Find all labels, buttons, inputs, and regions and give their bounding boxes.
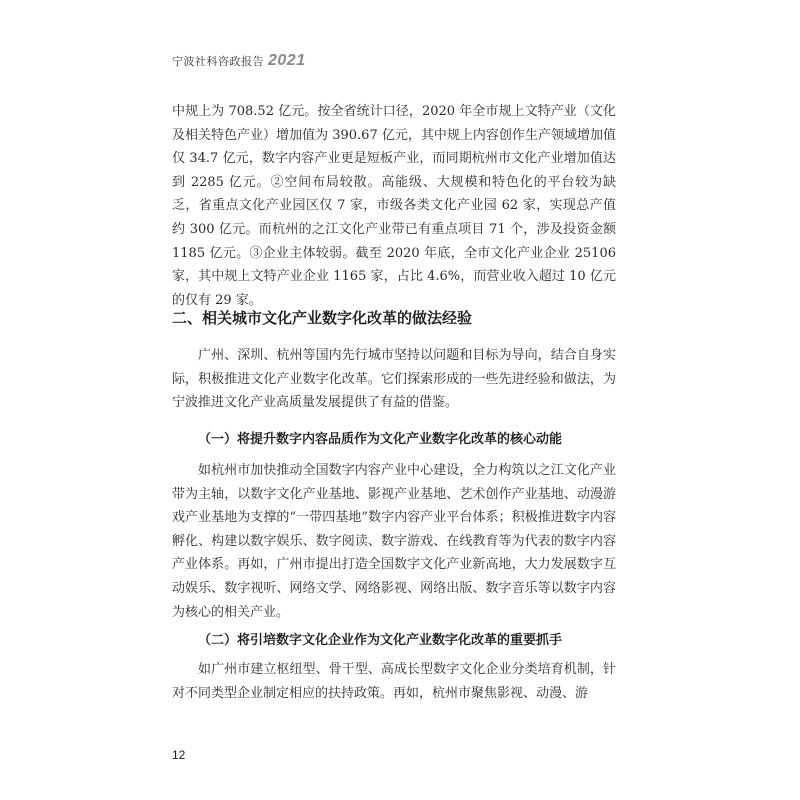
body-paragraph-2: 广州、深圳、杭州等国内先行城市坚持以问题和目标为导向，结合自身实际，积极推进文化产业数字化改革。它们探索形成的一些先进经验和做法，为宁波推进文化产业高质量发展提供了有益的借鉴。 xyxy=(172,348,616,411)
subheading-2: （二）将引培数字文化企业作为文化产业数字化改革的重要抓手 xyxy=(198,633,563,648)
page-number: 12 xyxy=(172,748,186,762)
section-heading: 二、相关城市文化产业数字化改革的做法经验 xyxy=(172,309,473,327)
running-header xyxy=(172,52,306,70)
body-paragraph-1: 中规上为 708.52 亿元。按全省统计口径，2020 年全市规上文特产业（文化及相关特色产业）增加值为 390.67 亿元，其中规上内容创作生产领域增加值仅 34.7 亿元，数字内容产业更是短板产业，而同期杭州市文化产业增加值达到 2285 亿元。②空间布局较散。高能级、大规模和特色化的平台较为缺乏，省重点文化产业园区仅 7 家，市级各类文化产业园 62 家，实现总产值约 300 亿元。而杭州的之江文化产业带已有重点项目 71 个，涉及投资金额 1185 亿元。③企业主体较弱。截至 2020 年底，全市文化产业企业 25106 家，其中规上文特产业企业 1165 家，占比 4.6%，而营业收入超过 10 亿元的仅有 29 家。 xyxy=(172,104,616,308)
header-year: 2021 xyxy=(268,52,306,69)
header-title: 宁波社科咨政报告 xyxy=(172,55,264,68)
body-paragraph-4: 如广州市建立枢纽型、骨干型、高成长型数字文化企业分类培育机制，针对不同类型企业制定相应的扶持政策。再如，杭州市聚焦影视、动漫、游 xyxy=(172,662,616,701)
subheading-1: （一）将提升数字内容品质作为文化产业数字化改革的核心动能 xyxy=(198,432,563,447)
body-paragraph-3: 如杭州市加快推动全国数字内容产业中心建设，全力构筑以之江文化产业带为主轴，以数字文化产业基地、影视产业基地、艺术创作产业基地、动漫游戏产业基地为支撑的“一带四基地”数字内容产业平台体系；积极推进数字内容孵化、构建以数字娱乐、数字阅读、数字游戏、在线教育等为代表的数字内容产业体系。再如，广州市提出打造全国数字文化产业新高地，大力发展数字互动娱乐、数字视听、网络文学、网络影视、网络出版、数字音乐等以数字内容为核心的相关产业。 xyxy=(172,463,616,620)
